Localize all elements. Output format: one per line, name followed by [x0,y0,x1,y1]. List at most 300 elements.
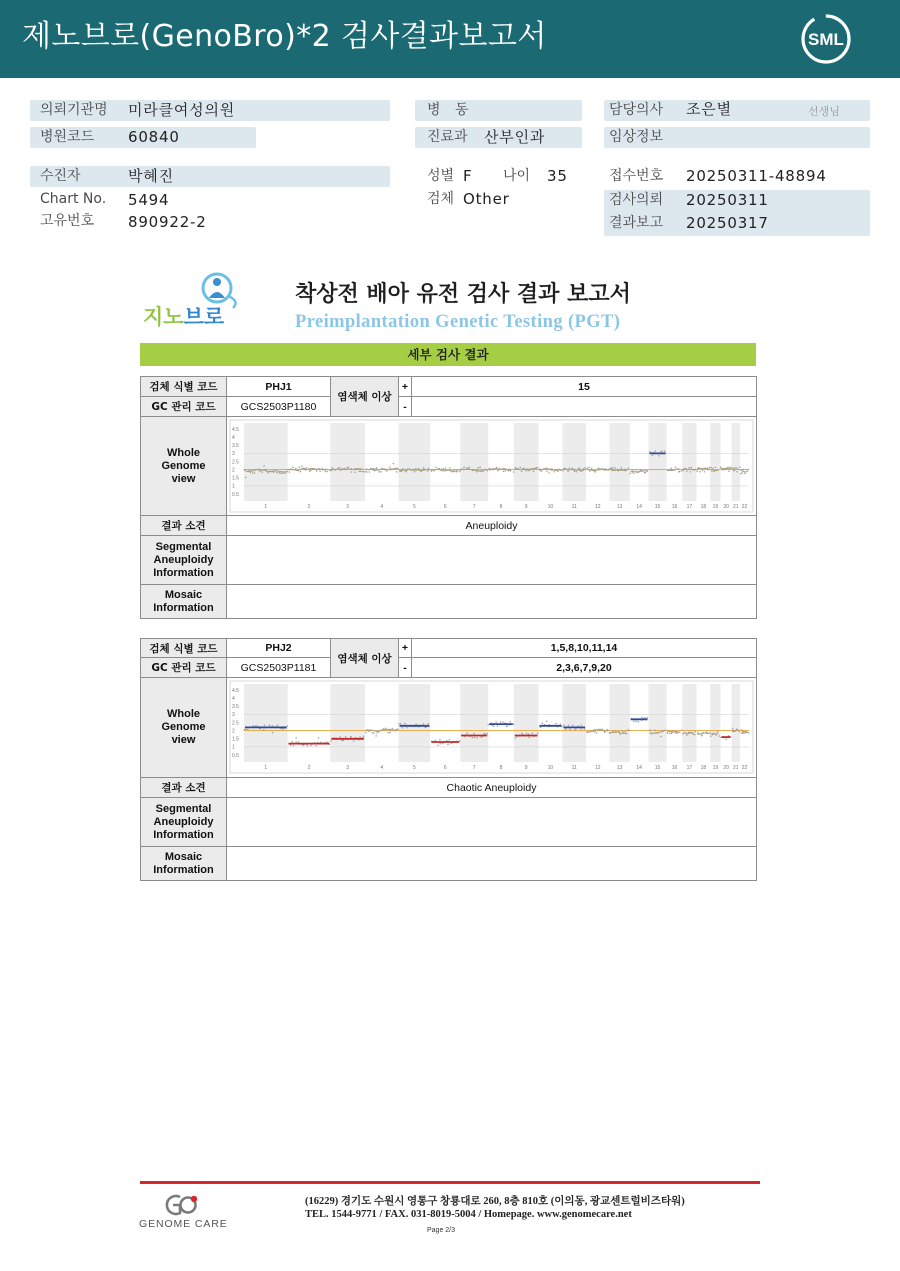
copy-number-point [292,466,294,468]
copy-number-point [688,467,690,469]
copy-number-point [392,728,394,730]
copy-number-point [244,729,246,731]
copy-number-point [715,467,717,469]
copy-number-point [279,472,281,474]
copy-number-point [389,732,391,734]
copy-number-point [569,728,571,730]
copy-number-point [375,735,377,737]
x-tick-label: 5 [413,504,416,510]
copy-number-point [480,736,482,738]
copy-number-point [739,467,741,469]
x-tick-label: 14 [636,765,642,771]
x-tick-label: 16 [671,765,678,771]
mosaic-label [141,847,227,881]
table-row [141,585,757,619]
copy-number-point [670,467,672,469]
copy-number-point [427,723,429,725]
copy-number-point [474,737,476,739]
logo-g-shape [167,1196,180,1214]
copy-number-point [290,744,292,746]
copy-number-point [526,733,528,735]
gc-code-label: GC 관리 코드 [141,658,227,678]
chromosome-band [682,684,696,762]
copy-number-point [414,471,416,473]
x-tick-label: 13 [616,765,623,771]
copy-number-point [681,729,683,731]
copy-number-point [645,472,647,474]
x-tick-label: 3 [346,504,350,510]
copy-number-point [255,725,257,727]
y-tick-label: 1 [232,483,235,490]
copy-number-point [725,738,727,740]
chromosome-band [460,684,488,762]
table-row [141,536,757,585]
y-tick-label: 2 [232,728,235,735]
copy-number-point [401,727,403,729]
chromosome-band [330,684,365,762]
copy-number-point [748,469,750,471]
copy-number-point [487,724,489,726]
copy-number-point [664,450,666,452]
result-label: 결과 소견 [141,778,227,798]
copy-number-point [463,467,465,469]
copy-number-point [743,731,745,733]
copy-number-point [325,471,327,473]
whole-genome-label-text: Whole Genome view [161,708,206,746]
copy-number-point [446,740,448,742]
copy-number-point [443,468,445,470]
y-tick-label: 4 [232,695,235,702]
copy-number-point [406,727,408,729]
table-row [141,847,757,881]
segmental-label-text: Segmental Aneuploidy Information [153,802,214,841]
y-tick-label: 2 [232,467,235,474]
copy-number-point [453,469,455,471]
x-tick-label: 18 [700,504,707,510]
request-date-label: 검사의뢰 [609,192,664,208]
chromosome-band [330,423,365,501]
copy-number-point [572,725,574,727]
copy-number-point [434,740,436,742]
copy-number-point [306,467,308,469]
copy-number-point [614,467,616,469]
copy-number-point [625,731,627,733]
genome-care-logo-icon [160,1191,206,1219]
whole-genome-chart [227,678,755,777]
copy-number-point [740,473,742,475]
copy-number-point [245,728,247,730]
gc-code-label: GC 관리 코드 [141,397,227,417]
copy-number-point [310,470,312,472]
whole-genome-label [141,417,227,516]
chart-no-label: Chart No. [40,191,107,207]
chromosome-abnormality-label: 염색체 이상 [331,639,399,678]
patient-box [30,166,390,187]
copy-number-point [712,468,714,470]
y-tick-label: 1.5 [232,475,239,482]
copy-number-point [383,728,385,730]
copy-number-point [641,469,643,471]
copy-number-point [433,470,435,472]
table-row [141,417,757,516]
copy-number-point [396,471,398,473]
mosaic-value [227,847,757,881]
copy-number-point [473,733,475,735]
copy-number-point [300,471,302,473]
footer-contact: TEL. 1544-9771 / FAX. 031-8019-5004 / Homepage. www.genomecare.net [305,1209,632,1220]
institution-value: 미라클여성의원 [128,101,236,119]
result-value: Chaotic Aneuploidy [227,778,757,798]
copy-number-point [369,471,371,473]
copy-number-point [722,469,724,471]
chart-frame [230,681,753,773]
chromosome-band [732,423,740,501]
copy-number-point [298,741,300,743]
copy-number-point [376,732,378,734]
copy-number-point [531,733,533,735]
sample-table-2 [140,638,757,881]
sample-id-value: PHJ1 [227,377,331,397]
copy-number-point [523,467,525,469]
copy-number-point [440,743,442,745]
copy-number-point [665,730,667,732]
copy-number-point [428,468,430,470]
copy-number-point [363,471,365,473]
x-tick-label: 17 [686,504,693,510]
chromosome-band [562,423,586,501]
copy-number-point [267,472,269,474]
copy-number-point [379,471,381,473]
copy-number-point [506,725,508,727]
report-subtitle: Preimplantation Genetic Testing (PGT) [295,312,621,332]
patient-value: 박혜진 [128,167,174,185]
copy-number-point [281,728,283,730]
segmental-value [227,798,757,847]
chromosome-band [732,684,740,762]
age-label: 나이 [503,168,531,184]
copy-number-point [500,721,502,723]
chromosome-band [244,684,288,762]
table-row [141,778,757,798]
copy-number-point [674,732,676,734]
result-value: Aneuploidy [227,516,757,536]
copy-number-point [736,728,738,730]
copy-number-point [495,721,497,723]
table-row [141,516,757,536]
copy-number-point [679,471,681,473]
copy-number-point [339,736,341,738]
gain-sign: + [399,639,412,658]
x-tick-label: 4 [380,504,384,510]
copy-number-point [269,724,271,726]
x-tick-label: 7 [472,765,476,771]
copy-number-point [493,726,495,728]
copy-number-point [365,471,367,473]
loss-sign: - [399,658,412,678]
copy-number-point [389,467,391,469]
copy-number-point [502,721,504,723]
chromosome-band [562,684,586,762]
copy-number-point [330,740,332,742]
request-date-value: 20250311 [686,191,769,209]
sample-id-value: PHJ2 [227,639,331,658]
copy-number-point [628,730,630,732]
y-tick-label: 2.5 [232,720,239,727]
copy-number-point [359,736,361,738]
logo-body [209,292,225,298]
x-tick-label: 15 [654,765,661,771]
copy-number-point [583,468,585,470]
institution-label: 의뢰기관명 [40,102,108,118]
sex-label: 성별 [427,168,455,184]
copy-number-point [601,728,603,730]
sml-logo-text: SML [808,30,844,49]
copy-number-point [548,472,550,474]
copy-number-point [732,728,734,730]
x-tick-label: 13 [616,504,623,510]
y-tick-label: 2.5 [232,459,239,466]
copy-number-point [528,737,530,739]
copy-number-point [310,745,312,747]
logo-swirl [228,296,236,308]
gain-chromosomes: 15 [412,377,757,397]
copy-number-point [339,467,341,469]
copy-number-point [479,467,481,469]
x-tick-label: 10 [547,765,554,771]
copy-number-point [615,730,617,732]
copy-number-point [291,741,293,743]
copy-number-point [546,720,548,722]
receipt-no-label: 접수번호 [609,168,664,184]
copy-number-point [717,731,719,733]
table-row [141,798,757,847]
copy-number-point [404,723,406,725]
table-row [141,377,757,397]
copy-number-point [533,471,535,473]
copy-number-point [642,717,644,719]
copy-number-point [521,471,523,473]
gain-sign: + [399,377,412,397]
report-date-value: 20250317 [686,214,769,232]
copy-number-point [594,731,596,733]
x-tick-label: 6 [443,765,447,771]
footer-divider [140,1181,760,1184]
copy-number-point [301,465,303,467]
whole-genome-label-text: Whole Genome view [161,446,206,485]
copy-number-point [467,732,469,734]
x-tick-label: 1 [264,504,268,510]
report-date-label: 결과보고 [609,215,664,231]
sml-logo-icon [798,11,854,67]
copy-number-point [484,733,486,735]
copy-number-point [661,450,663,452]
x-tick-label: 3 [346,765,350,771]
copy-number-point [683,469,685,471]
whole-genome-chart-cell [227,678,757,778]
copy-number-point [350,736,352,738]
copy-number-point [415,724,417,726]
copy-number-point [402,468,404,470]
report-title: 착상전 배아 유전 검사 결과 보고서 [295,282,631,307]
copy-number-point [742,469,744,471]
copy-number-point [610,467,612,469]
x-tick-label: 16 [671,504,678,510]
copy-number-point [353,740,355,742]
copy-number-point [727,466,729,468]
copy-number-point [580,728,582,730]
copy-number-point [387,732,389,734]
copy-number-point [696,471,698,473]
copy-number-point [675,467,677,469]
copy-number-point [449,467,451,469]
copy-number-point [579,467,581,469]
x-tick-label: 15 [654,504,661,510]
copy-number-point [734,469,736,471]
copy-number-point [406,471,408,473]
copy-number-point [363,736,365,738]
copy-number-point [319,471,321,473]
chromosome-abnormality-label: 염색체 이상 [331,377,399,417]
copy-number-point [744,473,746,475]
x-tick-label: 7 [472,504,476,510]
sample-id-label: 검체 식별 코드 [141,377,227,397]
page-number: Page 2/3 [427,1227,456,1234]
table-row [141,639,757,658]
copy-number-point [622,730,624,732]
copy-number-point [719,735,721,737]
copy-number-point [315,745,317,747]
x-tick-label: 20 [723,504,729,510]
copy-number-point [449,739,451,741]
copy-number-point [514,467,516,469]
doctor-suffix: 선생님 [808,105,840,118]
copy-number-point [540,470,542,472]
copy-number-point [737,729,739,731]
chromosome-band [514,684,539,762]
copy-number-point [435,466,437,468]
copy-number-point [247,729,249,731]
whole-genome-chart [227,417,755,515]
mosaic-label [141,585,227,619]
copy-number-point [745,731,747,733]
copy-number-point [351,471,353,473]
copy-number-point [307,745,309,747]
copy-number-point [303,744,305,746]
copy-number-point [252,725,254,727]
copy-number-point [699,471,701,473]
x-tick-label: 19 [712,765,719,771]
x-tick-label: 21 [733,504,739,510]
receipt-no-value: 20250311-48894 [686,167,827,185]
whole-genome-label [141,678,227,778]
x-tick-label: 20 [723,765,729,771]
x-tick-label: 10 [547,504,554,510]
copy-number-point [595,471,597,473]
chromosome-band [399,684,431,762]
y-tick-label: 3 [232,451,235,458]
y-tick-label: 3 [232,712,235,719]
copy-number-point [702,469,704,471]
copy-number-point [263,465,265,467]
specimen-label: 검체 [427,191,455,207]
x-tick-label: 6 [443,504,447,510]
copy-number-point [263,729,265,731]
copy-number-point [604,732,606,734]
copy-number-point [541,723,543,725]
copy-number-point [691,467,693,469]
copy-number-point [281,472,283,474]
sample-table-1 [140,376,757,619]
x-tick-label: 9 [524,504,528,510]
copy-number-point [681,470,683,472]
copy-number-point [635,721,637,723]
genobro-logo-text: 지노브로 [143,305,225,329]
copy-number-point [386,470,388,472]
copy-number-point [504,470,506,472]
copy-number-point [380,471,382,473]
copy-number-point [262,471,264,473]
copy-number-point [331,467,333,469]
clinical-info-label: 임상정보 [609,129,664,145]
copy-number-point [487,733,489,735]
copy-number-point [346,467,348,469]
copy-number-point [568,468,570,470]
copy-number-point [254,472,256,474]
copy-number-point [652,455,654,457]
genome-care-logo [160,1191,206,1219]
x-tick-label: 5 [413,765,416,771]
copy-number-point [472,737,474,739]
copy-number-point [694,731,696,733]
copy-number-point [415,468,417,470]
copy-number-point [667,732,669,734]
copy-number-point [503,470,505,472]
copy-number-point [669,733,671,735]
table-row [141,397,757,417]
copy-number-point [621,467,623,469]
copy-number-point [739,731,741,733]
copy-number-point [560,723,562,725]
copy-number-point [581,724,583,726]
patient-label: 수진자 [40,168,81,184]
copy-number-point [624,469,626,471]
copy-number-point [654,729,656,731]
doctor-value: 조은별 [686,100,732,118]
copy-number-point [277,724,279,726]
x-tick-label: 1 [264,765,268,771]
copy-number-point [459,471,461,473]
copy-number-point [568,724,570,726]
x-tick-label: 12 [595,504,601,510]
copy-number-point [513,723,515,725]
copy-number-point [563,724,565,726]
x-tick-label: 12 [595,765,601,771]
x-tick-label: 2 [307,765,311,771]
hospital-code-label: 병원코드 [40,129,95,145]
copy-number-point [400,723,402,725]
unique-no-label: 고유번호 [40,213,95,229]
copy-number-point [483,733,485,735]
x-tick-label: 19 [712,504,719,510]
mosaic-label-text: Mosaic Information [153,850,214,876]
copy-number-point [295,741,297,743]
copy-number-point [366,471,368,473]
copy-number-point [596,732,598,734]
copy-number-point [745,469,747,471]
copy-number-point [574,471,576,473]
copy-number-point [287,725,289,727]
chromosome-band [649,684,667,762]
